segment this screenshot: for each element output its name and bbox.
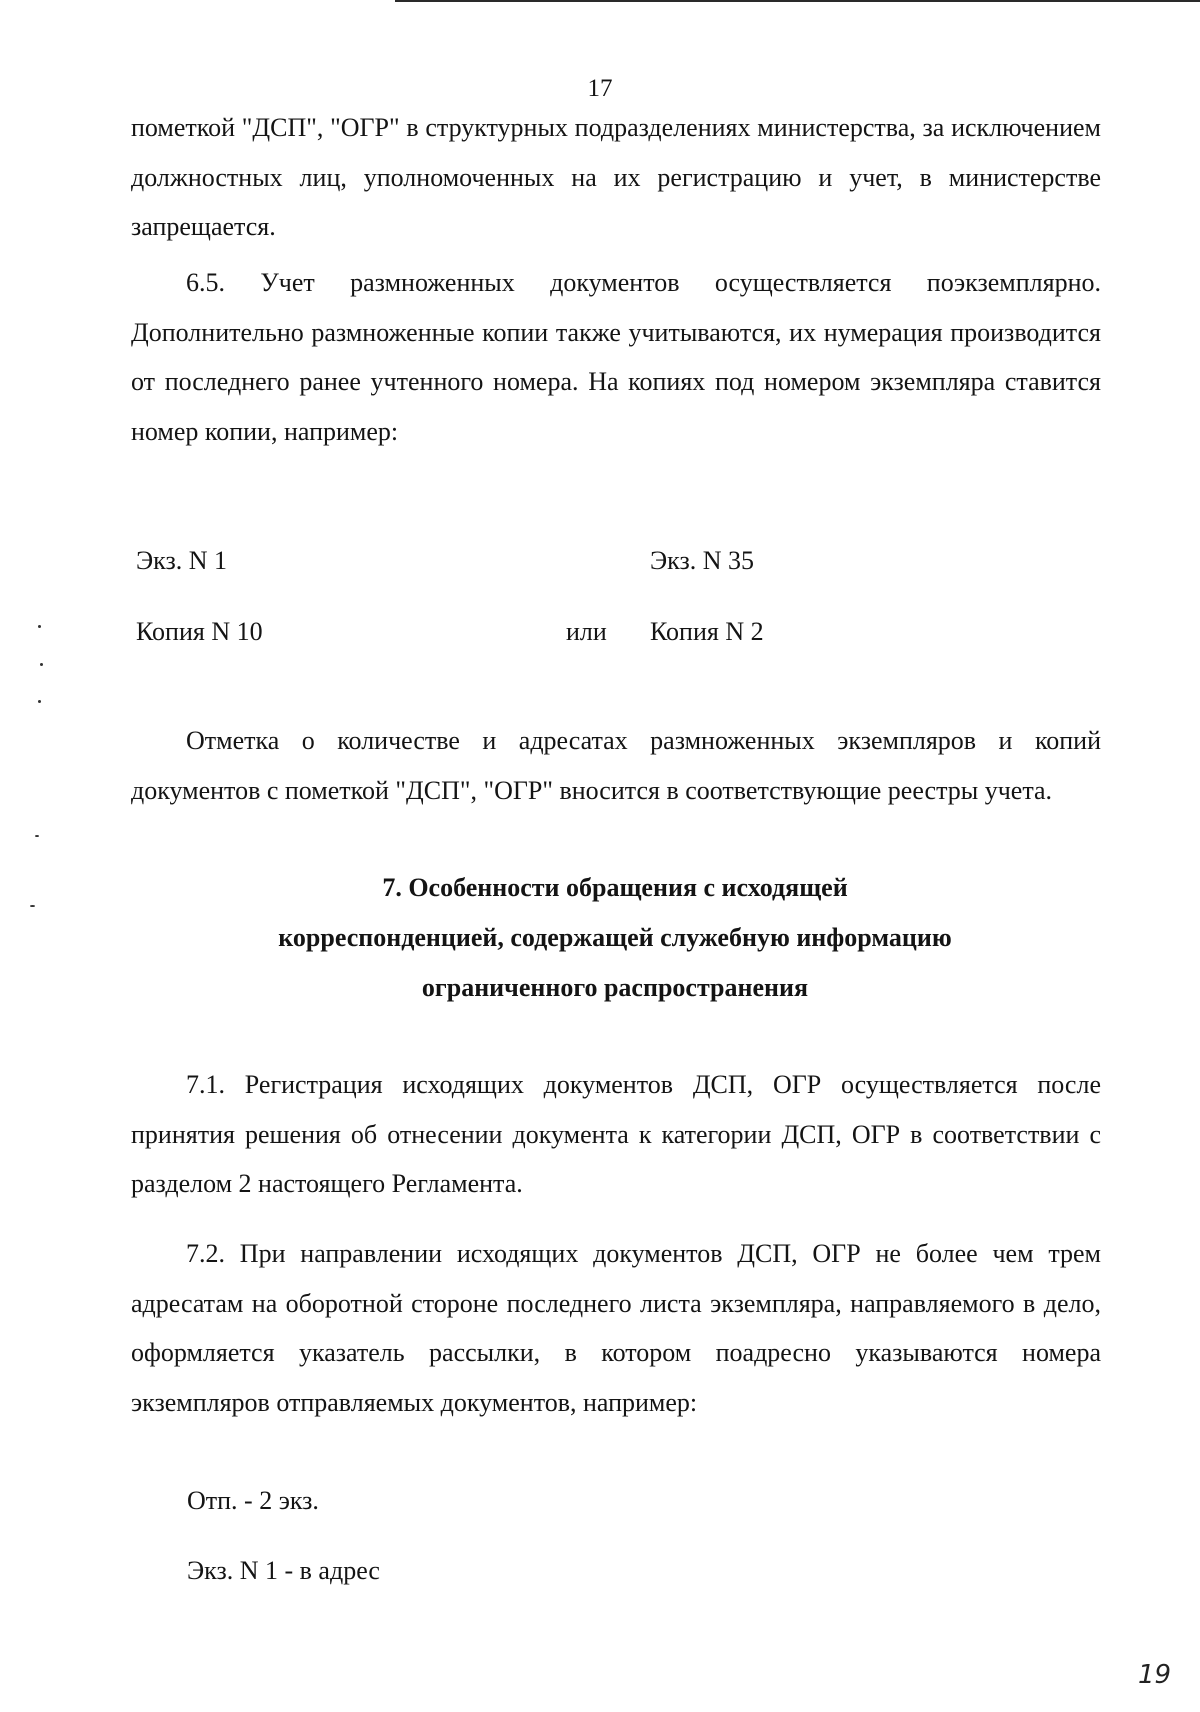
- section-7-heading: [0, 863, 1200, 1013]
- section-7-heading-line-3: ограниченного распространения: [421, 973, 809, 1002]
- top-border-line: [395, 0, 1200, 2]
- section-7-heading-line-1: 7. Особенности обращения с исходящей: [382, 873, 848, 902]
- copy-example-left-sub: Копия N 10: [136, 617, 263, 646]
- paragraph-continuation: пометкой "ДСП", "ОГР" в структурных подразделениях министерства, за исключением должностных лиц, уполномоченных на их регистрацию и учет, в министерстве запрещается.: [131, 113, 1101, 241]
- scan-speck: [30, 905, 35, 907]
- paragraph-6-5: 6.5. Учет размноженных документов осуществляется поэкземплярно. Дополнительно размноженные копии также учитываются, их нумерация производится от последнего ранее учтенного номера. На копиях под номером экземпляра ставится номер копии, например:: [131, 268, 1101, 446]
- scan-speck: [38, 700, 41, 703]
- paragraph-7-1: 7.1. Регистрация исходящих документов ДСП, ОГР осуществляется после принятия решения об отнесении документа к категории ДСП, ОГР в соответствии с разделом 2 настоящего Регламента.: [131, 1070, 1101, 1198]
- paragraph-registry-note: Отметка о количестве и адресатах размноженных экземпляров и копий документов с пометкой "ДСП", "ОГР" вносится в соответствующие реестры учета.: [131, 726, 1101, 805]
- copy-example-right-sub: Копия N 2: [650, 617, 764, 646]
- scan-speck: [38, 625, 41, 628]
- copy-example-separator: или: [566, 617, 607, 646]
- page-number: 17: [587, 75, 613, 102]
- copy-example-left-copy: Экз. N 1: [136, 546, 227, 575]
- scan-speck: [40, 663, 43, 666]
- paragraph-7-2: 7.2. При направлении исходящих документов ДСП, ОГР не более чем трем адресатам на оборотной стороне последнего листа экземпляра, направляемого в дело, оформляется указатель рассылки, в котором поадресно указываются номера экземпляров отправляемых документов, например:: [131, 1239, 1101, 1417]
- dispatch-list-line-1: Отп. - 2 экз.: [187, 1486, 319, 1515]
- dispatch-list-line-2: Экз. N 1 - в адрес: [187, 1556, 380, 1585]
- copy-example-right-copy: Экз. N 35: [650, 546, 754, 575]
- handwritten-sheet-number: 19: [1138, 1660, 1172, 1690]
- scan-speck: [35, 835, 39, 837]
- section-7-heading-line-2: корреспонденцией, содержащей служебную информацию: [278, 923, 952, 952]
